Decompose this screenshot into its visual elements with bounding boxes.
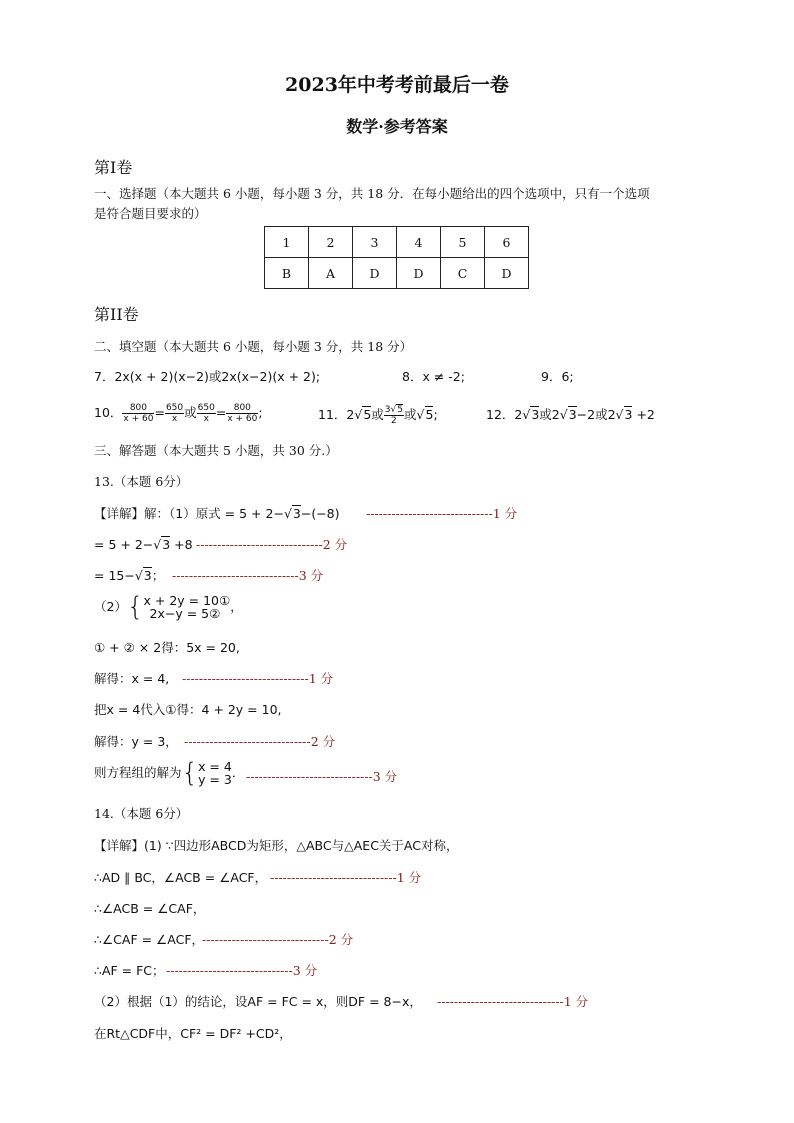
equation-system — [144, 594, 231, 620]
score-mark: ------------------------------1 分 — [437, 994, 589, 1009]
score-mark: ------------------------------3 分 — [166, 963, 318, 978]
denominator: x + 60 — [123, 414, 154, 424]
q13-line9 — [94, 760, 244, 786]
or-text: 或 — [371, 407, 384, 422]
q11-fraction — [384, 405, 404, 426]
answer-q9: 9．6; — [541, 369, 574, 384]
q13-system — [94, 594, 243, 620]
score-mark: ------------------------------1 分 — [270, 870, 422, 885]
denominator: x — [203, 414, 209, 424]
equals: = — [215, 405, 227, 420]
radicand: 5 — [363, 407, 372, 422]
or-text: 或 — [184, 405, 197, 420]
sqrt-sign: √ — [416, 407, 425, 422]
brace-icon: { — [181, 758, 199, 788]
table-cell: 1 — [265, 227, 309, 258]
q13-line3 — [94, 566, 164, 586]
choice-section-line2: 是符合题目要求的） — [94, 206, 207, 221]
score-mark: ------------------------------1 分 — [182, 671, 334, 686]
page-subtitle: 数学·参考答案 — [346, 117, 448, 136]
or-text: 或 — [404, 407, 417, 422]
score-mark: ------------------------------2 分 — [184, 734, 336, 749]
numerator: 3√5 — [384, 405, 404, 415]
q14-line6: （2）根据（1）的结论，设AF = FC = x，则DF = 8−x， — [94, 994, 422, 1009]
equation-system — [198, 760, 232, 786]
sqrt-sign: √ — [615, 407, 624, 422]
text: ； — [151, 568, 165, 583]
table-cell: A — [309, 258, 353, 289]
sqrt-sign: √ — [522, 407, 531, 422]
or-text: 或2 — [539, 407, 560, 422]
answer-table — [264, 226, 529, 289]
equation: x + 2y = 10① — [143, 593, 231, 608]
table-cell: 6 — [485, 227, 529, 258]
text: ， — [230, 599, 243, 614]
answer-table-numbers-row — [265, 227, 529, 258]
denominator: 2 — [391, 416, 397, 426]
table-cell: D — [353, 258, 397, 289]
table-cell: D — [485, 258, 529, 289]
q14-heading: 14.（本题 6分） — [94, 806, 189, 821]
equation: y = 3 — [198, 772, 232, 787]
part1-heading: 第Ⅰ卷 — [94, 158, 133, 177]
end-mark: +2 — [632, 407, 655, 422]
table-cell: 2 — [309, 227, 353, 258]
table-cell: 5 — [441, 227, 485, 258]
table-cell: 4 — [397, 227, 441, 258]
solve-section-heading: 三、解答题（本大题共 5 小题，共 30 分.） — [94, 443, 338, 458]
text: ． — [231, 765, 245, 780]
answer-q8: 8．x ≠ -2; — [402, 369, 465, 384]
equation: x = 4 — [198, 759, 232, 774]
sqrt-sign: √ — [153, 537, 162, 552]
q13-line5: ① + ② × 2得：5x = 20, — [94, 640, 240, 655]
q13-heading: 13.（本题 6分） — [94, 474, 189, 489]
table-cell: B — [265, 258, 309, 289]
q10-fraction-2 — [165, 403, 184, 424]
radicand: 3 — [143, 568, 152, 583]
table-cell: 3 — [353, 227, 397, 258]
coefficient: 3 — [384, 405, 391, 415]
radicand: 5 — [397, 405, 404, 415]
score-mark: ------------------------------2 分 — [202, 932, 354, 947]
end-mark: ; — [258, 405, 263, 420]
q10-label: 10． — [94, 405, 123, 420]
denominator: x — [171, 414, 178, 424]
sqrt-sign: √ — [134, 568, 143, 583]
q13-line7: 把x = 4代入①得：4 + 2y = 10, — [94, 702, 282, 717]
text: = 5 + 2− — [94, 537, 154, 552]
radicand: 3 — [292, 506, 301, 521]
text: （2） — [94, 599, 127, 614]
page-title: 2023年中考考前最后一卷 — [285, 74, 509, 96]
equals: = — [154, 405, 165, 420]
radicand: 5 — [425, 407, 434, 422]
table-cell: D — [397, 258, 441, 289]
q13-line1 — [94, 504, 340, 524]
radicand: 3 — [531, 407, 540, 422]
table-cell: C — [441, 258, 485, 289]
score-mark: ------------------------------2 分 — [196, 537, 348, 552]
q13-line2 — [94, 535, 193, 555]
numerator: 800 — [226, 403, 258, 414]
text: 则方程组的解为 — [94, 765, 182, 780]
q14-line3: ∴∠ACB = ∠CAF， — [94, 901, 206, 916]
answer-q7: 7．2x(x + 2)(x−2)或2x(x−2)(x + 2); — [94, 369, 321, 384]
equation: 2x−y = 5② — [149, 606, 221, 621]
radicand: 3 — [568, 407, 577, 422]
numerator: 800 — [122, 403, 154, 414]
radicand: 3 — [624, 407, 633, 422]
q14-line7: 在Rt△CDF中，CF² = DF² +CD²， — [94, 1026, 292, 1041]
radicand: 3 — [162, 537, 171, 552]
choice-section-line1: 一、选择题（本大题共 6 小题，每小题 3 分，共 18 分．在每小题给出的四个选项中，只有一个选项 — [94, 186, 650, 201]
q14-line2: ∴AD ∥ BC，∠ACB = ∠ACF， — [94, 870, 268, 885]
q14-line5: ∴AF = FC； — [94, 963, 165, 978]
score-mark: ------------------------------3 分 — [172, 568, 324, 583]
q10-fraction-3 — [197, 403, 216, 424]
q13-line8: 解得：y = 3， — [94, 734, 178, 749]
numerator: 650 — [197, 403, 215, 413]
text: = 15− — [94, 568, 135, 583]
q10-fraction-1 — [122, 403, 154, 424]
q14-line4: ∴∠CAF = ∠ACF， — [94, 932, 205, 947]
text: −(−8) — [300, 506, 340, 521]
or-text: −2或2 — [576, 407, 616, 422]
brace-icon: { — [126, 592, 144, 622]
score-mark: ------------------------------3 分 — [246, 769, 398, 784]
text: +8 — [170, 537, 193, 552]
answer-table-answers-row — [265, 258, 529, 289]
answer-q12 — [486, 405, 655, 425]
q11-label: 11．2 — [318, 407, 355, 422]
text: 【详解】解：（1）原式 = 5 + 2− — [94, 506, 284, 521]
q14-line1: 【详解】(1) ∵四边形ABCD为矩形，△ABC与△AEC关于AC对称， — [94, 838, 459, 853]
sqrt-sign: √ — [354, 407, 363, 422]
q10-fraction-4 — [226, 403, 258, 424]
sqrt-sign: √ — [559, 407, 568, 422]
answer-q11 — [318, 405, 438, 426]
denominator: x + 60 — [227, 414, 258, 424]
end-mark: ; — [433, 407, 438, 422]
score-mark: ------------------------------1 分 — [366, 506, 518, 521]
sqrt-sign: √ — [283, 506, 292, 521]
q13-line6: 解得：x = 4, — [94, 671, 170, 686]
q12-label: 12．2 — [486, 407, 523, 422]
fill-section-heading: 二、填空题（本大题共 6 小题，每小题 3 分，共 18 分） — [94, 339, 413, 354]
part2-heading: 第II卷 — [94, 305, 139, 324]
answer-q10 — [94, 403, 263, 424]
numerator: 650 — [165, 403, 184, 413]
